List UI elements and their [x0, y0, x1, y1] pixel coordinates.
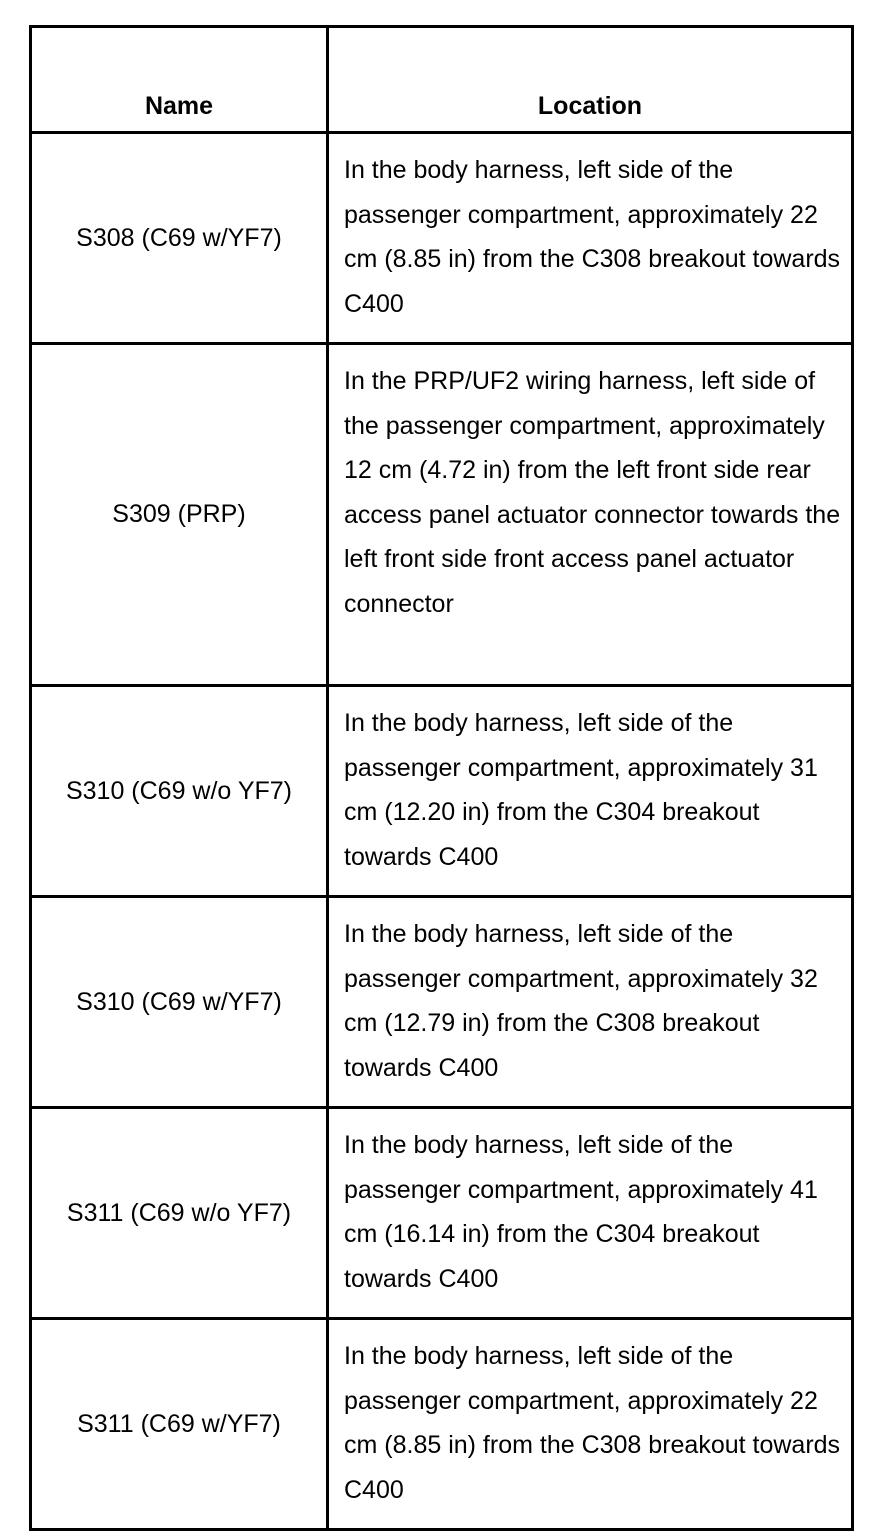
table-row: [31, 344, 853, 686]
splice-name: S309 (PRP): [31, 344, 328, 686]
table-row: [31, 686, 853, 897]
splice-name: S311 (C69 w/YF7): [31, 1319, 328, 1530]
splice-location-table: [29, 25, 854, 1531]
splice-location: In the body harness, left side of the passenger compartment, approximately 22 cm (8.85 in) from the C308 breakout towards C400: [328, 1319, 853, 1530]
column-header-name: Name: [31, 27, 328, 133]
table-body: [31, 133, 853, 1530]
table-row: [31, 1319, 853, 1530]
column-header-location: Location: [328, 27, 853, 133]
splice-location: In the body harness, left side of the passenger compartment, approximately 22 cm (8.85 in) from the C308 breakout towards C400: [328, 133, 853, 344]
splice-name: S310 (C69 w/o YF7): [31, 686, 328, 897]
splice-location: In the body harness, left side of the passenger compartment, approximately 32 cm (12.79 in) from the C308 breakout towards C400: [328, 897, 853, 1108]
splice-location: In the body harness, left side of the passenger compartment, approximately 41 cm (16.14 in) from the C304 breakout towards C400: [328, 1108, 853, 1319]
table-header: [31, 27, 853, 133]
splice-name: S308 (C69 w/YF7): [31, 133, 328, 344]
splice-location: In the PRP/UF2 wiring harness, left side of the passenger compartment, approximately 12 cm (4.72 in) from the left front side rear access panel actuator connector towards the left front side front access panel actuator connector: [328, 344, 853, 686]
splice-location: In the body harness, left side of the passenger compartment, approximately 31 cm (12.20 in) from the C304 breakout towards C400: [328, 686, 853, 897]
header-row: [31, 27, 853, 133]
splice-name: S310 (C69 w/YF7): [31, 897, 328, 1108]
splice-location-sheet: [29, 25, 851, 1531]
table-row: [31, 133, 853, 344]
splice-name: S311 (C69 w/o YF7): [31, 1108, 328, 1319]
table-row: [31, 1108, 853, 1319]
table-row: [31, 897, 853, 1108]
